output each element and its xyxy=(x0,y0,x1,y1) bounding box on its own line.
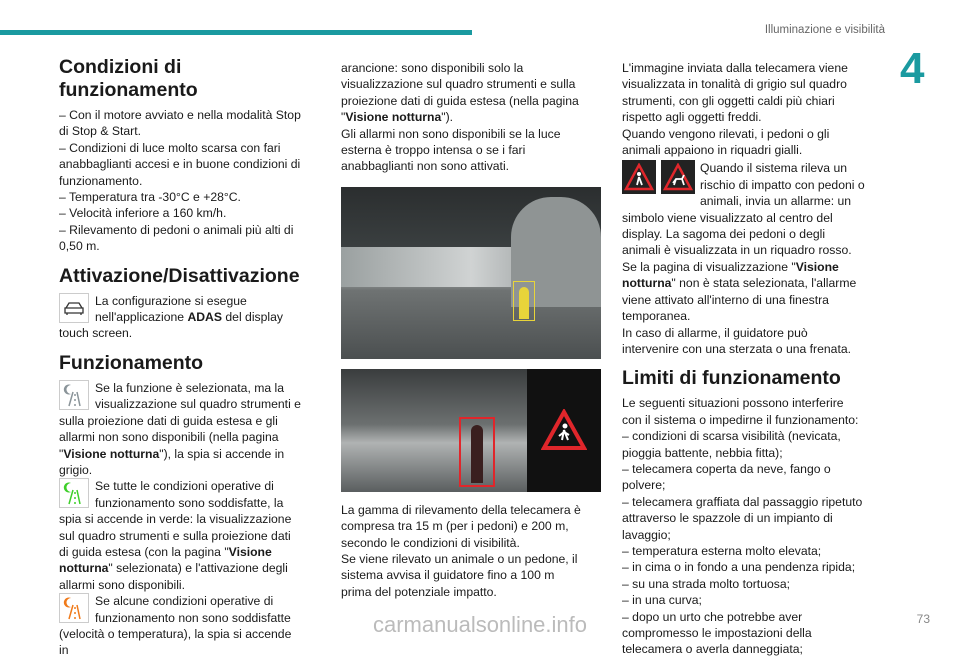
alert-distance: Se viene rilevato un animale o un pedone, il sistema avvisa il guidatore fino a 100 m prima del potenziale impatto. xyxy=(341,552,578,599)
limit-item: – su una strada molto tortuosa; xyxy=(622,576,791,591)
operation-grey: Se la funzione è selezionata, ma la visualizzazione sul quadro strumenti e sulla proiezione dati di guida estesa e gli allarmi non sono disponibili (nella pagina "Visione notturna"), la spia si accende in grigio. xyxy=(59,380,301,477)
night-vision-grey-icon xyxy=(59,380,89,410)
operation-orange: Se alcune condizioni operative di funzionamento non sono soddisfatte (velocità o temperatura), la spia si accende in xyxy=(59,594,292,658)
detection-range: La gamma di rilevamento della telecamera è compresa tra 15 m (per i pedoni) e 200 m, secondo le condizioni di visibilità. xyxy=(341,502,581,550)
limits-intro: Le seguenti situazioni possono interferire con il sistema o impedirne il funzionamento: xyxy=(622,396,859,427)
chapter-bar xyxy=(0,30,472,35)
driver-intervention: In caso di allarme, il guidatore può intervenire con una sterzata o una frenata. xyxy=(622,325,851,356)
heading-activation: Attivazione/Disattivazione xyxy=(59,264,300,287)
limit-item: – condizioni di scarsa visibilità (nevicata, pioggia battente, nebbia fitta); xyxy=(622,429,841,460)
column-1 xyxy=(59,56,303,659)
alarm-availability: Gli allarmi non sono disponibili se la luce esterna è troppo intensa o se i fari anabbaglianti non sono attivati. xyxy=(341,126,561,174)
animal-alert-icon xyxy=(661,160,695,194)
car-icon xyxy=(59,293,89,323)
heading-limits: Limiti di funzionamento xyxy=(622,367,841,390)
watermark: carmanualsonline.info xyxy=(372,612,588,637)
limit-item: – temperatura esterna molto elevata; xyxy=(622,543,822,558)
night-vision-detection-image xyxy=(341,187,601,359)
limit-item: – telecamera coperta da neve, fango o polvere; xyxy=(622,461,831,493)
heading-operation: Funzionamento xyxy=(59,351,204,374)
activation-text: La configurazione si esegue nell'applicazione ADAS del display touch screen. xyxy=(59,293,283,341)
heading-conditions: Condizioni di funzionamento xyxy=(59,56,198,101)
condition-item: – Rilevamento di pedoni o animali più alti di 0,50 m. xyxy=(59,222,294,254)
chapter-number: 4 xyxy=(900,44,925,93)
pedestrian-alert-icon xyxy=(622,160,656,194)
night-vision-green-icon xyxy=(59,478,89,508)
column-3 xyxy=(622,60,866,658)
night-vision-alert-image xyxy=(341,369,601,492)
limit-item: – telecamera graffiata dal passaggio ripetuto attraverso le spazzole di un impianto di lavaggio; xyxy=(622,494,863,542)
orange-text: arancione: sono disponibili solo la visualizzazione sul quadro strumenti e sulla proiezione dati di guida estesa (nella pagina "Visione notturna"). xyxy=(341,61,579,125)
column-2 xyxy=(341,60,585,600)
image-description: L'immagine inviata dalla telecamera viene visualizzata in tonalità di grigio sul quadro strumenti, con gli oggetti caldi più chiari rispetto agli oggetti freddi. xyxy=(622,61,848,125)
condition-item: – Condizioni di luce molto scarsa con fari anabbaglianti accesi e in buone condizioni di funzionamento. xyxy=(59,140,301,188)
page-number: 73 xyxy=(916,612,930,626)
popup-description: Se la pagina di visualizzazione "Visione notturna" non è stata selezionata, l'allarme viene attivato all'interno di una finestra temporanea. xyxy=(622,259,857,324)
detection-description: Quando vengono rilevati, i pedoni o gli animali appaiono in riquadri gialli. xyxy=(622,126,830,158)
operation-green: Se tutte le condizioni operative di funzionamento sono soddisfatte, la spia si accende in verde: la visualizzazione sul quadro strumenti e sulla proiezione dati di guida estesa (con la pagina "Visione notturna" selezionata) e l'attivazione degli allarmi sono disponibili. xyxy=(59,479,292,592)
limit-item: – dopo un urto che potrebbe aver compromesso le impostazioni della telecamera o averla danneggiata; xyxy=(622,609,812,657)
section-header: Illuminazione e visibilità xyxy=(764,24,885,36)
condition-item: – Velocità inferiore a 160 km/h. xyxy=(59,206,227,221)
limit-item: – in cima o in fondo a una pendenza ripida; xyxy=(622,560,856,575)
condition-item: – Con il motore avviato e nella modalità Stop di Stop & Start. xyxy=(59,108,301,139)
pedestrian-warning-icon xyxy=(541,409,587,451)
alarm-description: Quando il sistema rileva un rischio di impatto con pedoni o animali, invia un allarme: un simbolo viene visualizzato al centro del display. La sagoma dei pedoni o degli animali è visualizzata in un riquadro rosso. xyxy=(622,161,865,258)
limit-item: – in una curva; xyxy=(622,593,702,608)
condition-item: – Temperatura tra -30°C e +28°C. xyxy=(59,190,241,205)
